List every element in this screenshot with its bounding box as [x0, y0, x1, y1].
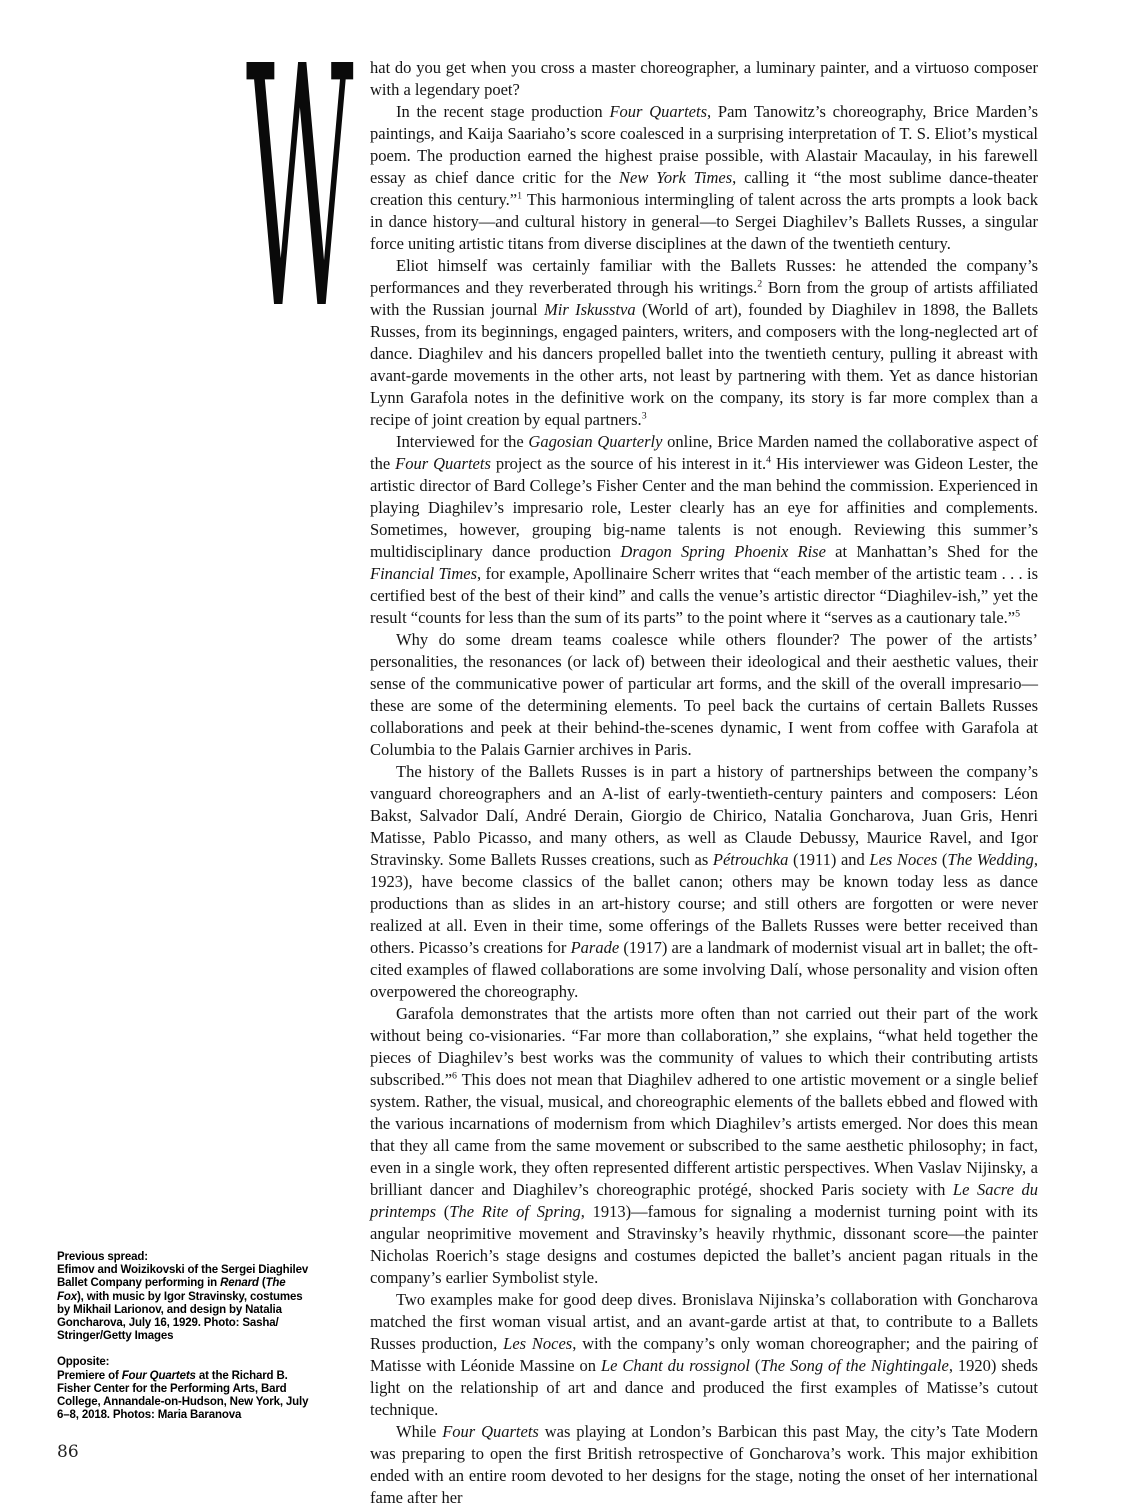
caption-line: Goncharova, July 16, 1929. Photo: Sasha/	[57, 1317, 279, 1330]
photo-captions	[57, 1251, 319, 1435]
caption-block	[57, 1356, 319, 1422]
caption-line: 6–8, 2018. Photos: Maria Baranova	[57, 1409, 242, 1422]
caption-line: Fox), with music by Igor Stravinsky, costumes	[57, 1290, 303, 1303]
caption-line: Ballet Company performing in Renard (The	[57, 1277, 286, 1290]
paragraph: Interviewed for the Gagosian Quarterly online, Brice Marden named the collaborative aspect of the Four Quartets project as the source of his interest in it.$^4$ His interviewer was Gideon Lester, the artistic director of Bard College’s Fisher Center and the man behind the commission. Experienced in playing Diaghilev’s impresario role, Lester clearly has an eye for affinities and complements. Sometimes, however, grouping big-name talents is not enough. Reviewing this summer’s multidisciplinary dance production Dragon Spring Phoenix Rise at Manhattan’s Shed for the Financial Times, for example, Apollinaire Scherr writes that “each member of the artistic team . . . is certified best of the best of their kind” and calls the venue’s artistic director “Diaghilev-ish,” yet the result “counts for less than the sum of its parts” to the point where it “serves as a cautionary tale.”$^5$	[370, 432, 1039, 627]
caption-line: Premiere of Four Quartets at the Richard B.	[57, 1369, 288, 1382]
paragraph: While Four Quartets was playing at London’s Barbican this past May, the city’s Tate Modern was preparing to open the first British retrospective of Goncharova’s work. This major exhibition ended with an entire room devoted to her designs for the stage, noting the onset of her international fame after her	[370, 1422, 1038, 1507]
paragraph: hat do you get when you cross a master choreographer, a luminary painter, and a virtuoso composer with a legendary poet?	[370, 58, 1038, 99]
paragraph: Two examples make for good deep dives. Bronislava Nijinska’s collaboration with Goncharova matched the first woman visual artist, and an avant-garde artist at that, to contribute to a Ballets Russes production, Les Noces, with the company’s only woman choreographer; and the pairing of Matisse with Léonide Massine on Le Chant du rossignol (The Song of the Nightingale, 1920) sheds light on the relationship of art and dance and produced the first examples of Matisse’s cutout technique.	[370, 1290, 1038, 1419]
caption-line: Fisher Center for the Performing Arts, Bard	[57, 1382, 287, 1395]
drop-cap-letter: W	[246, 0, 354, 384]
paragraph: The history of the Ballets Russes is in part a history of partnerships between the company’s vanguard choreographers and an A-list of early-twentieth-century painters and composers: Léon Bakst, Salvador Dalí, André Derain, Giorgio de Chirico, Natalia Goncharova, Juan Gris, Henri Matisse, Pablo Picasso, and many others, as well as Claude Debussy, Maurice Ravel, and Igor Stravinsky. Some Ballets Russes creations, such as Pétrouchka (1911) and Les Noces (The Wedding, 1923), have become classics of the ballet canon; others may be known today less as dance productions than as slides in an art-history course; and still others are forgotten or were never realized at all. Even in their time, some offerings of the Ballets Russes were better received than others. Picasso’s creations for Parade (1917) are a landmark of modernist visual art in ballet; the oft-cited examples of flawed collaborations are some involving Dalí, whose personality and vision often overpowered the choreography.	[370, 762, 1039, 1001]
caption-line: Efimov and Woizikovski of the Sergei Diaghilev	[57, 1264, 309, 1277]
drop-cap	[246, 0, 354, 384]
paragraph: In the recent stage production Four Quartets, Pam Tanowitz’s choreography, Brice Marden’s paintings, and Kaija Saariaho’s score coalesced in a surprising interpretation of T. S. Eliot’s mystical poem. The production earned the highest praise possible, with Alastair Macaulay, in his farewell essay as chief dance critic for the New York Times, calling it “the most sublime dance-theater creation this century.”$^1$ This harmonious intermingling of talent across the arts prompts a look back in dance history—and cultural history in general—to Sergei Diaghilev’s Ballets Russes, a singular force uniting artistic titans from diverse disciplines at the dawn of the twentieth century.	[370, 102, 1039, 253]
caption-block	[57, 1251, 319, 1343]
paragraph: Eliot himself was certainly familiar with the Ballets Russes: he attended the company’s performances and they reverberated through his writings.$^2$ Born from the group of artists affiliated with the Russian journal Mir Iskusstva (World of art), founded by Diaghilev in 1898, the Ballets Russes, from its beginnings, engaged painters, writers, and composers with the long-neglected art of dance. Diaghilev and his dancers propelled ballet into the twentieth century, pulling it abreast with avant-garde movements in the other arts, not least by partnering with them. Yet as dance historian Lynn Garafola notes in the definitive work on the company, its story is far more complex than a recipe of joint creation by equal partners.$^3$	[370, 256, 1039, 429]
article-body	[370, 57, 1038, 1509]
paragraph: Why do some dream teams coalesce while others flounder? The power of the artists’ personalities, the resonances (or lack of) between their ideological and their aesthetic values, their sense of the communicative power of particular art forms, and the skill of the overall impresario—these are some of the determining elements. To peel back the curtains of certain Ballets Russes collaborations and peek at their behind-the-scenes dynamic, I went from coffee with Garafola at Columbia to the Palais Garnier archives in Paris.	[370, 630, 1038, 759]
page-number: 86	[57, 1442, 79, 1462]
caption-label: Opposite:	[57, 1356, 110, 1369]
caption-label: Previous spread:	[57, 1251, 148, 1263]
paragraph: Garafola demonstrates that the artists more often than not carried out their part of the work without being co-visionaries. “Far more than collaboration,” she explains, “what held together the pieces of Diaghilev’s best works was the community of values to which their contributing artists subscribed.”$^6$ This does not mean that Diaghilev adhered to one artistic movement or a single belief system. Rather, the visual, musical, and choreographic elements of the ballets ebbed and flowed with the various incarnations of modernism from which Diaghilev’s artists emerged. Nor does this mean that they all came from the same movement or subscribed to the same aesthetic philosophy; in fact, even in a single work, they often represented different artistic perspectives. When Vaslav Nijinsky, a brilliant dancer and Diaghilev’s choreographic protégé, shocked Paris society with Le Sacre du printemps (The Rite of Spring, 1913)—famous for signaling a modernist turning point with its angular neoprimitive movement and Stravinsky’s heavily rhythmic, dissonant score—the painter Nicholas Roerich’s stage designs and costumes depicted the ballet’s ancient pagan rituals in the company’s earlier Symbolist style.	[370, 1004, 1038, 1287]
caption-line: by Mikhail Larionov, and design by Natalia	[57, 1303, 282, 1316]
caption-line: Stringer/Getty Images	[57, 1330, 174, 1343]
caption-line: College, Annandale-on-Hudson, New York, July	[57, 1396, 309, 1409]
